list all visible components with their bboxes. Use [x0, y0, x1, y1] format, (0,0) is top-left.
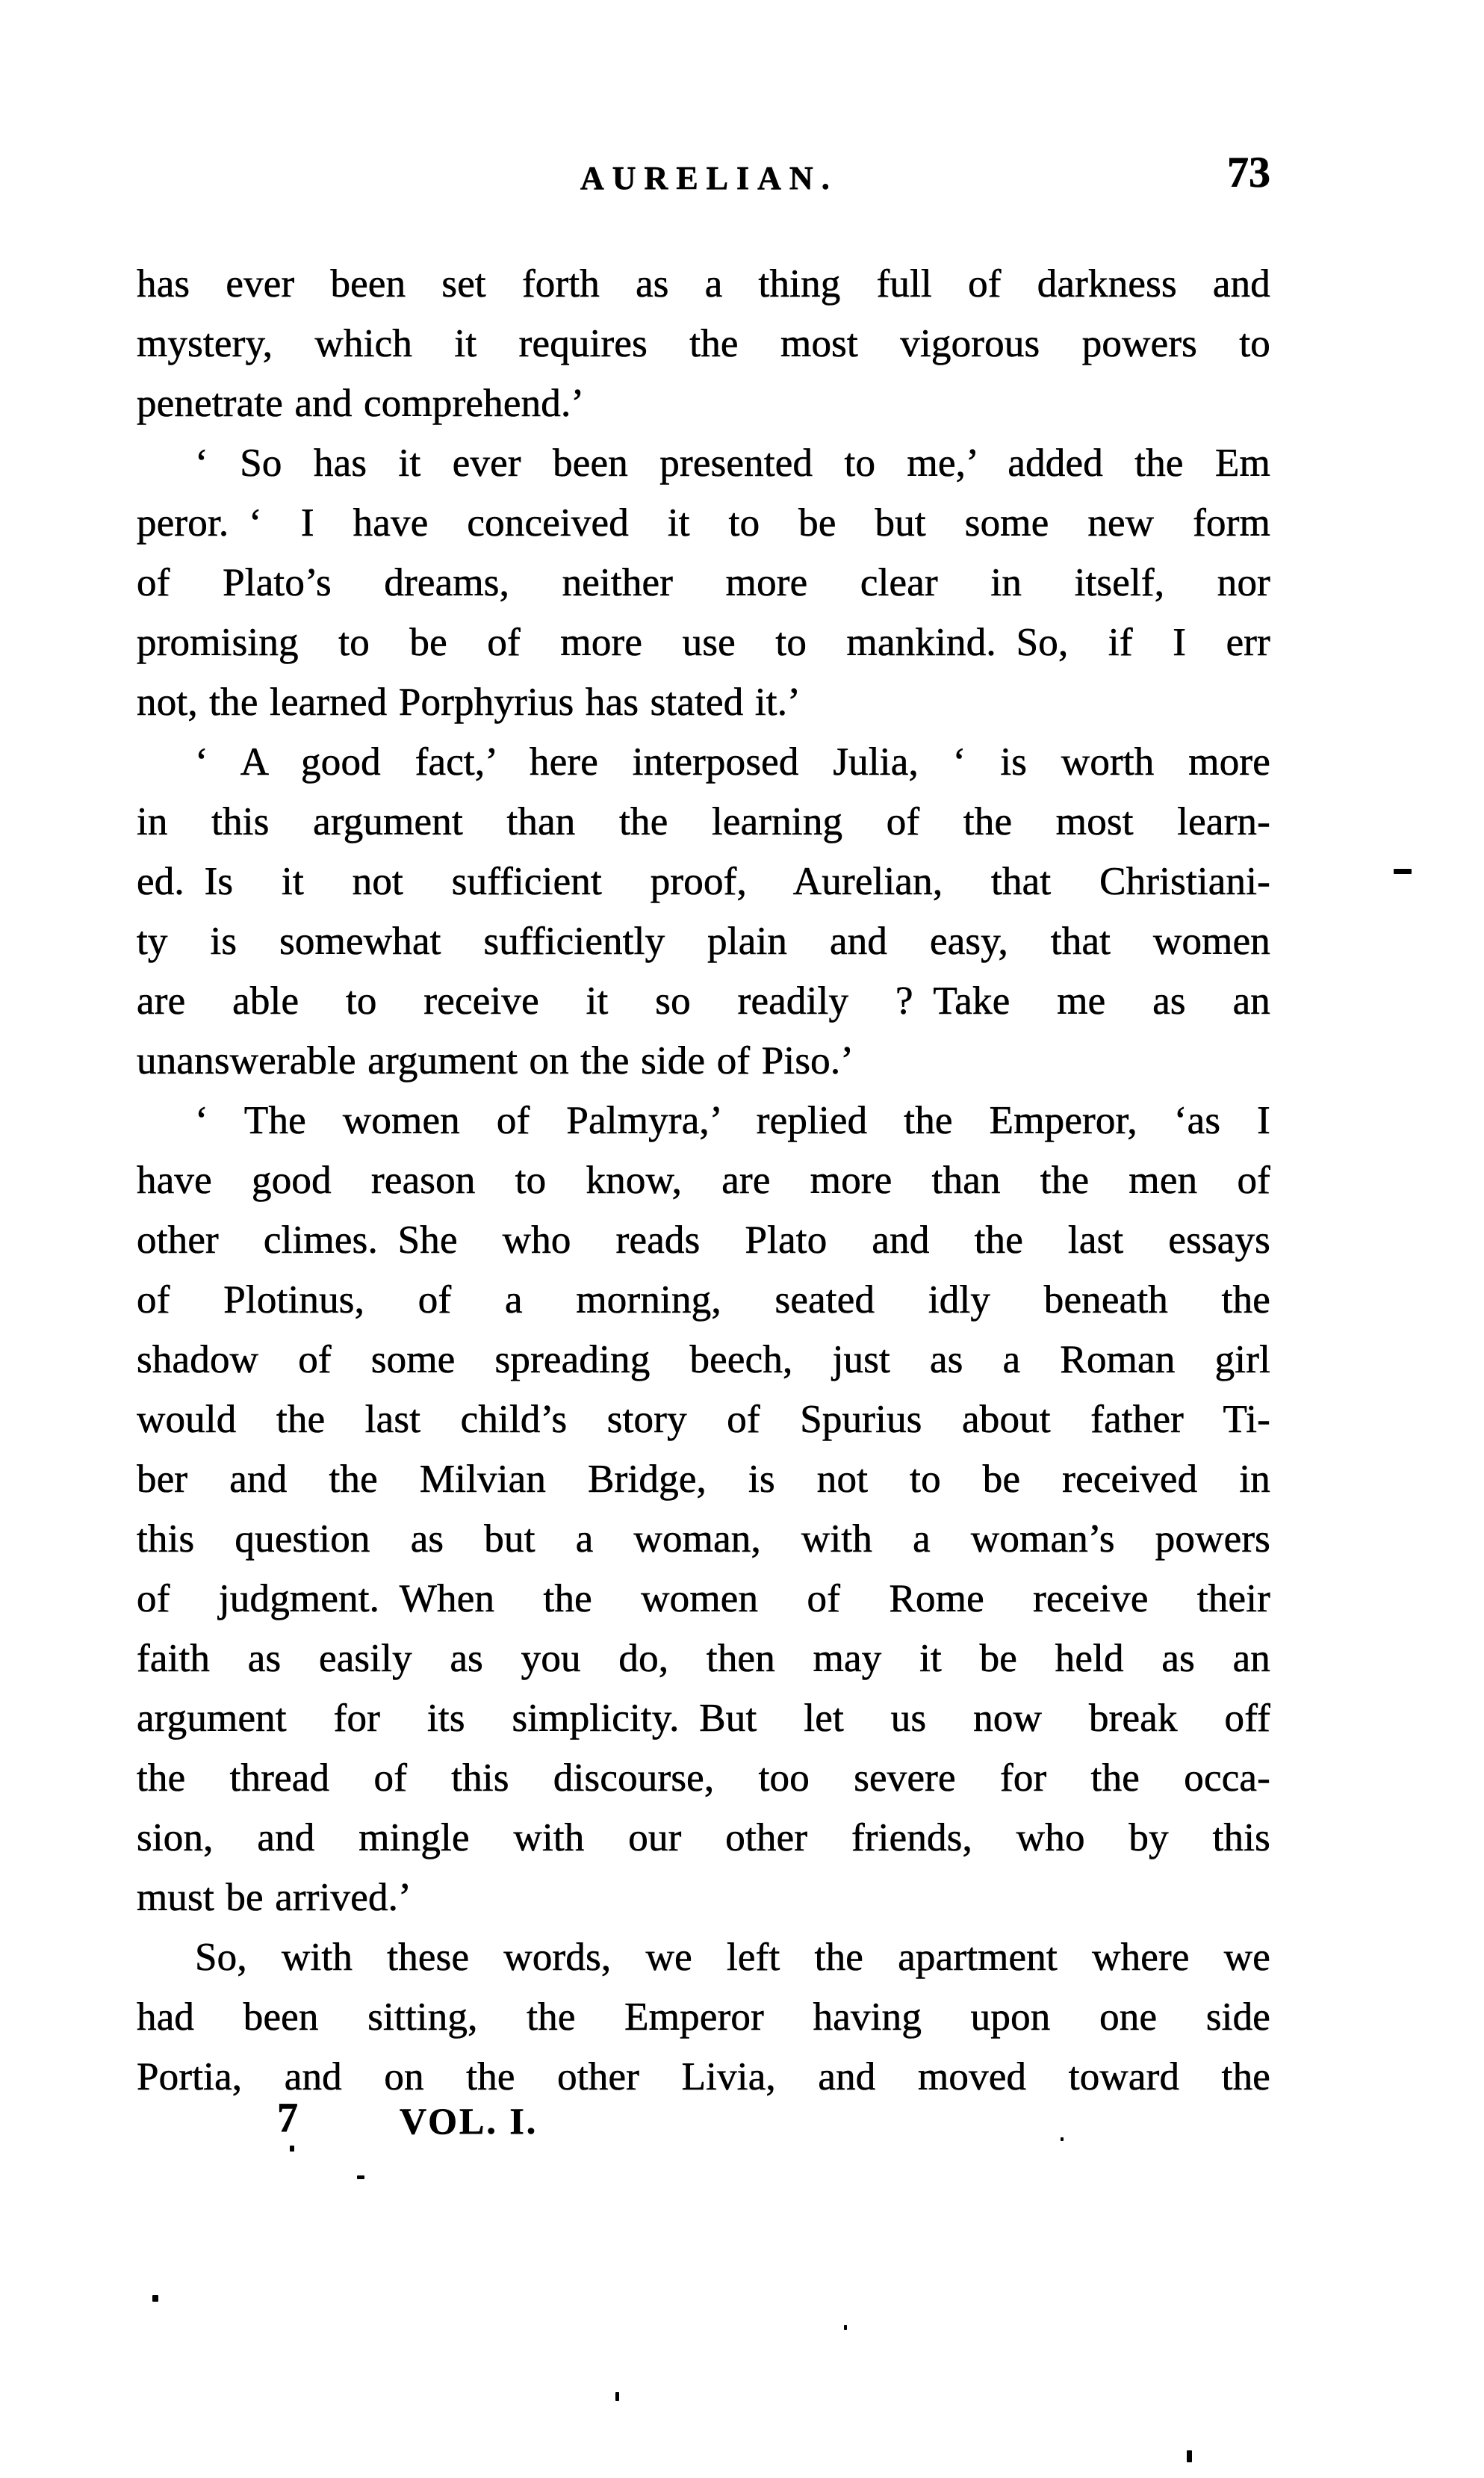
text-line: in this argument than the learning of the most learn-: [137, 800, 1270, 843]
text-line: has ever been set forth as a thing full of darkness and: [137, 262, 1270, 306]
text-line: peror. ‘ I have conceived it to be but some new form: [137, 501, 1270, 545]
scan-speck: [1061, 2137, 1064, 2141]
text-line: promising to be of more use to mankind. So, if I err: [137, 621, 1270, 664]
text-line: the thread of this discourse, too severe for the occa-: [137, 1756, 1270, 1800]
running-header: [137, 148, 1270, 202]
page-number: 73: [1227, 148, 1270, 196]
scan-speck: [1187, 2450, 1192, 2462]
text-line: this question as but a woman, with a woman’s powers: [137, 1517, 1270, 1561]
text-line: ber and the Milvian Bridge, is not to be received in: [137, 1458, 1270, 1501]
text-line: of judgment. When the women of Rome receive their: [137, 1577, 1270, 1620]
text-line: argument for its simplicity. But let us now break off: [137, 1697, 1270, 1740]
page-footer: [137, 2090, 1270, 2153]
text-line: have good reason to know, are more than the men of: [137, 1159, 1270, 1202]
scan-speck: [1394, 869, 1412, 874]
text-line: Portia, and on the other Livia, and moved toward the: [137, 2055, 1270, 2098]
text-line: unanswerable argument on the side of Piso.’: [137, 1039, 854, 1082]
scan-speck: [357, 2175, 364, 2179]
signature-mark: 7: [277, 2095, 298, 2141]
text-line: ‘ A good fact,’ here interposed Julia, ‘ is worth more: [195, 740, 1270, 784]
text-line: ‘ So has it ever been presented to me,’ added the Em: [195, 442, 1270, 485]
text-line: had been sitting, the Emperor having upon one side: [137, 1995, 1270, 2039]
body-lines: [137, 254, 1270, 2107]
scan-speck: [290, 2146, 294, 2152]
scan-speck: [615, 2392, 619, 2401]
text-line: of Plotinus, of a morning, seated idly beneath the: [137, 1278, 1270, 1322]
text-line: must be arrived.’: [137, 1876, 412, 1919]
text-line: faith as easily as you do, then may it be held as an: [137, 1637, 1270, 1680]
text-line: sion, and mingle with our other friends, who by this: [137, 1816, 1270, 1859]
text-line: ty is somewhat sufficiently plain and easy, that women: [137, 920, 1270, 963]
text-line: mystery, which it requires the most vigorous powers to: [137, 322, 1270, 365]
text-line: So, with these words, we left the apartment where we: [195, 1936, 1270, 1979]
text-line: would the last child’s story of Spurius about father Ti-: [137, 1398, 1270, 1441]
text-line: ed. Is it not sufficient proof, Aurelian, that Christiani-: [137, 860, 1270, 903]
text-line: shadow of some spreading beech, just as a Roman girl: [137, 1338, 1270, 1381]
text-line: not, the learned Porphyrius has stated it.’: [137, 681, 801, 724]
text-line: penetrate and comprehend.’: [137, 382, 585, 425]
scan-speck: [152, 2295, 158, 2302]
text-line: are able to receive it so readily ? Take me as an: [137, 979, 1270, 1023]
scan-speck: [844, 2325, 847, 2330]
running-header-title: AURELIAN.: [580, 160, 838, 196]
volume-label: VOL. I.: [400, 2100, 538, 2142]
text-line: ‘ The women of Palmyra,’ replied the Emperor, ‘as I: [195, 1099, 1270, 1142]
text-line: of Plato’s dreams, neither more clear in itself, nor: [137, 561, 1270, 604]
text-line: other climes. She who reads Plato and the last essays: [137, 1218, 1270, 1262]
